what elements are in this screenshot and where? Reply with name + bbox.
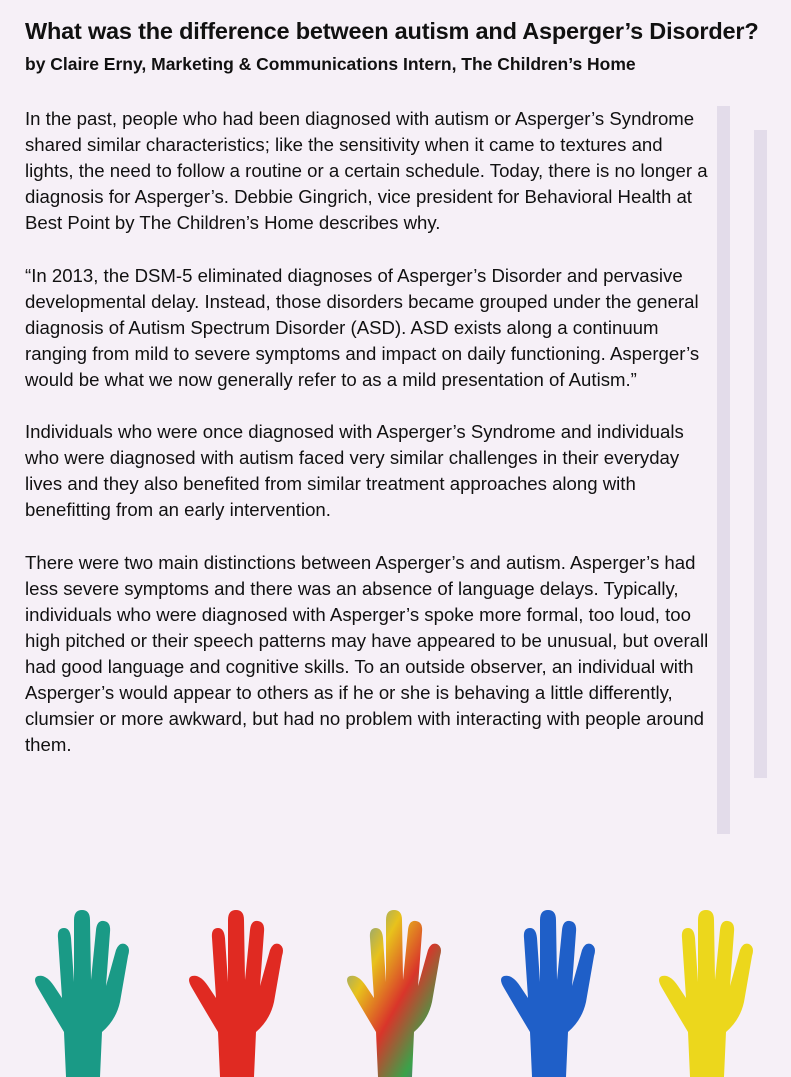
article-title: What was the difference between autism and Asperger’s Disorder? — [25, 18, 759, 44]
article-body — [25, 106, 715, 784]
article-byline: by Claire Erny, Marketing & Communications Intern, The Children’s Home — [25, 54, 636, 74]
painted-hands-image — [0, 890, 791, 1077]
hand-blue — [501, 910, 595, 1077]
decorative-bar-right — [754, 130, 767, 778]
paragraph-1: In the past, people who had been diagnosed with autism or Asperger’s Syndrome shared similar characteristics; like the sensitivity when it came to textures and lights, the need to follow a routine or a certain schedule. Today, there is no longer a diagnosis for Asperger’s. Debbie Gingrich, vice president for Behavioral Health at Best Point by The Children’s Home describes why. — [25, 108, 708, 234]
hand-yellow — [659, 910, 753, 1077]
hand-red — [189, 910, 283, 1077]
paragraph-4: There were two main distinctions between Asperger’s and autism. Asperger’s had less severe symptoms and there was an absence of language delays. Typically, individuals who were diagnosed with Asperger’s spoke more formal, too loud, too high pitched or their speech patterns may have appeared to be unusual, but overall had good language and cognitive skills. To an outside observer, an individual with Asperger’s would appear to others as if he or she is behaving a little differently, clumsier or more awkward, but had no problem with interacting with people around them. — [25, 551, 709, 756]
paragraph-2: “In 2013, the DSM-5 eliminated diagnoses of Asperger’s Disorder and pervasive developmental delay. Instead, those disorders became grouped under the general diagnosis of Autism Spectrum Disorder (ASD). ASD exists along a continuum ranging from mild to severe symptoms and impact on daily functioning. Asperger’s would be what we now generally refer to as a mild presentation of Autism.” — [25, 264, 700, 390]
decorative-bar-left — [717, 106, 730, 834]
hand-green — [35, 910, 129, 1077]
paragraph-3: Individuals who were once diagnosed with Asperger’s Syndrome and individuals who were diagnosed with autism faced very similar challenges in their everyday lives and they also benefited from similar treatment approaches along with benefitting from an early intervention. — [25, 421, 684, 521]
hand-multicolor — [347, 910, 441, 1077]
